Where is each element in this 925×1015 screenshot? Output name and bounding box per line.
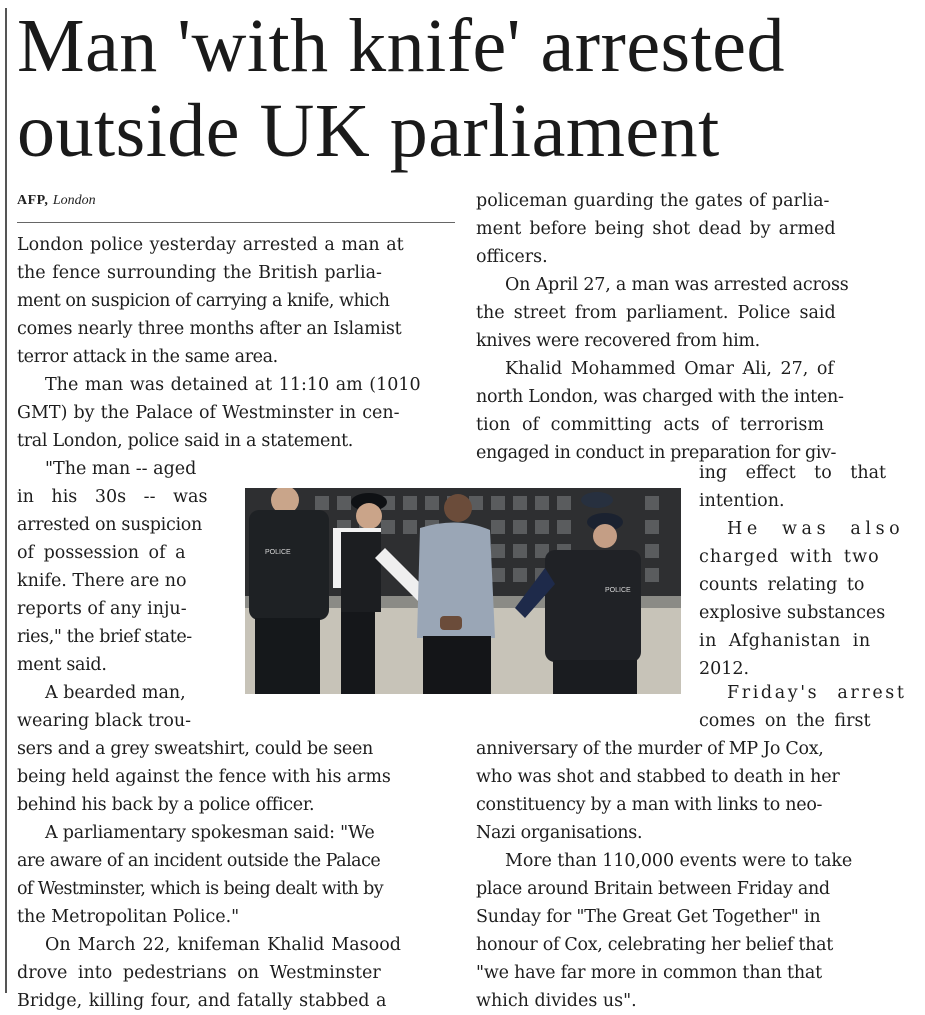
body-line: counts relating to xyxy=(699,575,865,595)
svg-text:POLICE: POLICE xyxy=(265,549,291,556)
body-line: north London, was charged with the inten- xyxy=(476,387,844,407)
body-line: ries," the brief state- xyxy=(17,627,192,647)
body-line: "we have far more in common than that xyxy=(476,963,822,983)
body-line: in Afghanistan in xyxy=(699,631,871,651)
body-line: tion of committing acts of terrorism xyxy=(476,415,824,435)
body-line: He was also xyxy=(727,519,905,539)
body-line: are aware of an incident outside the Palace xyxy=(17,851,381,871)
body-line: tral London, police said in a statement. xyxy=(17,431,354,451)
body-line: who was shot and stabbed to death in her xyxy=(476,767,840,787)
body-line: A bearded man, xyxy=(45,683,186,703)
body-line: charged with two xyxy=(699,547,880,567)
body-line: constituency by a man with links to neo- xyxy=(476,795,823,815)
body-line: anniversary of the murder of MP Jo Cox, xyxy=(476,739,824,759)
body-line: which divides us". xyxy=(476,991,637,1011)
body-line: "The man -- aged xyxy=(45,459,197,479)
body-line: A parliamentary spokesman said: "We xyxy=(45,823,375,843)
body-line: comes nearly three months after an Islamist xyxy=(17,319,402,339)
body-line: ing effect to that xyxy=(699,463,887,483)
body-line: policeman guarding the gates of parlia- xyxy=(476,191,830,211)
body-line: honour of Cox, celebrating her belief that xyxy=(476,935,833,955)
body-line: Sunday for "The Great Get Together" in xyxy=(476,907,821,927)
body-line: the street from parliament. Police said xyxy=(476,303,836,323)
body-line: London police yesterday arrested a man at xyxy=(17,235,404,255)
body-line: engaged in conduct in preparation for giv- xyxy=(476,443,837,463)
body-line: reports of any inju- xyxy=(17,599,187,619)
column-rule xyxy=(5,8,7,993)
body-line: ment said. xyxy=(17,655,107,675)
byline-rule xyxy=(17,222,455,223)
byline-agency: AFP, xyxy=(17,193,49,208)
body-line: 2012. xyxy=(699,659,750,679)
body-line: the fence surrounding the British parlia- xyxy=(17,263,382,283)
body-line: officers. xyxy=(476,247,548,267)
news-photo xyxy=(245,488,681,694)
headline-line-2: outside UK parliament xyxy=(17,89,720,173)
svg-text:POLICE: POLICE xyxy=(605,587,631,594)
body-line: Khalid Mohammed Omar Ali, 27, of xyxy=(505,359,834,379)
body-line: Bridge, killing four, and fatally stabbed a xyxy=(17,991,387,1011)
headline xyxy=(17,4,917,174)
body-line: Nazi organisations. xyxy=(476,823,643,843)
body-line: GMT) by the Palace of Westminster in cen- xyxy=(17,403,400,423)
officer-left xyxy=(249,488,329,694)
body-line: drove into pedestrians on Westminster xyxy=(17,963,381,983)
body-line: being held against the fence with his arms xyxy=(17,767,391,787)
body-line: intention. xyxy=(699,491,785,511)
body-line: knife. There are no xyxy=(17,571,187,591)
body-line: of possession of a xyxy=(17,543,186,563)
byline-dateline: London xyxy=(52,193,96,208)
body-line: More than 110,000 events were to take xyxy=(505,851,853,871)
body-line: ment on suspicion of carrying a knife, which xyxy=(17,291,390,311)
body-line: terror attack in the same area. xyxy=(17,347,278,367)
body-line: behind his back by a police officer. xyxy=(17,795,315,815)
body-line: On March 22, knifeman Khalid Masood xyxy=(45,935,401,955)
body-line: explosive substances xyxy=(699,603,886,623)
body-line: sers and a grey sweatshirt, could be seen xyxy=(17,739,373,759)
body-line: the Metropolitan Police." xyxy=(17,907,240,927)
byline xyxy=(17,192,96,209)
body-line: of Westminster, which is being dealt with by xyxy=(17,879,384,899)
body-line: wearing black trou- xyxy=(17,711,192,731)
body-line: comes on the first xyxy=(699,711,871,731)
body-line: ment before being shot dead by armed xyxy=(476,219,836,239)
body-line: The man was detained at 11:10 am (1010 xyxy=(45,375,421,395)
body-line: in his 30s -- was xyxy=(17,487,208,507)
body-line: place around Britain between Friday and xyxy=(476,879,830,899)
body-line: On April 27, a man was arrested across xyxy=(505,275,849,295)
body-line: Friday's arrest xyxy=(727,683,907,703)
headline-line-1: Man 'with knife' arrested xyxy=(17,4,785,88)
body-line: knives were recovered from him. xyxy=(476,331,760,351)
body-line: arrested on suspicion xyxy=(17,515,202,535)
photo-illustration xyxy=(245,488,681,694)
